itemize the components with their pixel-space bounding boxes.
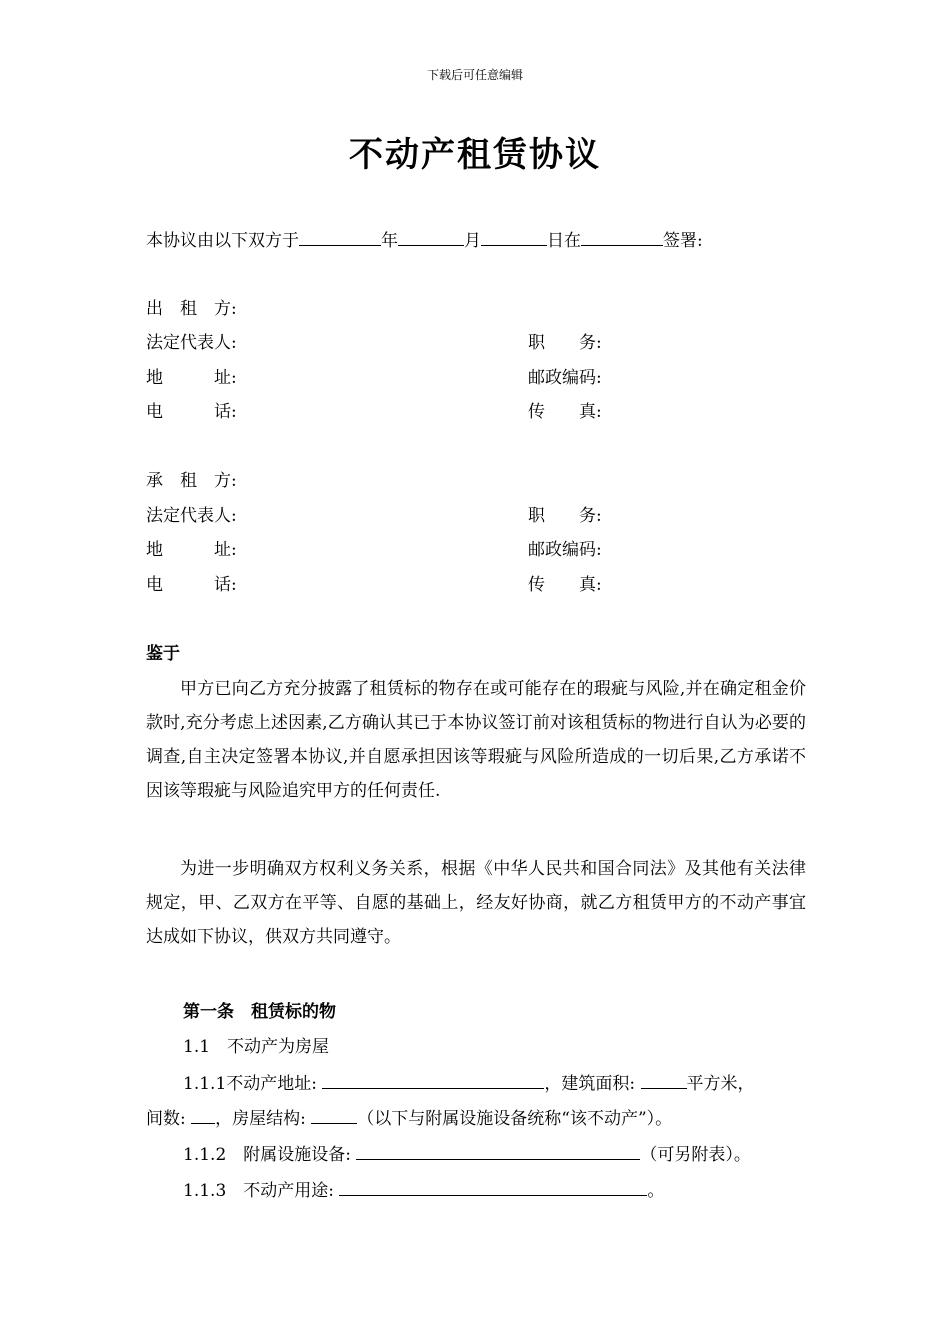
article1-item-1-1-1-line2 <box>146 1106 672 1130</box>
lessee-address-label: 地 址: <box>146 540 237 560</box>
header-note: 下载后可任意编辑 <box>426 68 523 82</box>
lessee-postcode-label: 邮政编码: <box>528 540 602 560</box>
lessee-party-label: 承 租 方: <box>146 471 237 491</box>
facilities-blank[interactable] <box>356 1142 640 1160</box>
lessor-postcode-label: 邮政编码: <box>528 368 602 388</box>
signing-year-blank[interactable] <box>299 228 381 246</box>
room-count-blank[interactable] <box>191 1106 215 1124</box>
room-count-label: 间数: <box>146 1109 186 1129</box>
usage-end: 。 <box>647 1181 665 1201</box>
signing-place-blank[interactable] <box>581 228 663 246</box>
property-address-blank[interactable] <box>322 1071 544 1089</box>
floor-area-label: ，建筑面积: <box>544 1074 636 1094</box>
facilities-label: 1.1.2 附属设施设备: <box>183 1145 351 1165</box>
property-definition: （以下与附属设施设备统称“该不动产”）。 <box>357 1109 673 1129</box>
structure-label: ，房屋结构: <box>215 1109 306 1129</box>
lessor-party-label: 出 租 方: <box>146 299 237 319</box>
signing-month-blank[interactable] <box>398 228 464 246</box>
facilities-note: （可另附表）。 <box>640 1145 751 1165</box>
whereas-paragraph: 甲方已向乙方充分披露了租赁标的物存在或可能存在的瑕疵与风险,并在确定租金价款时,充分考虑上述因素,乙方确认其已于本协议签订前对该租赁标的物进行自认为必要的调查,自主决定签署本协议,并自愿承担因该等瑕疵与风险所造成的一切后果,乙方承诺不因该等瑕疵与风险追究甲方的任何责任. <box>146 679 806 801</box>
article1-item-1-1-2 <box>183 1142 751 1166</box>
signing-line <box>146 228 703 252</box>
whereas-heading: 鉴于 <box>146 644 180 664</box>
lessor-address-label: 地 址: <box>146 368 237 388</box>
signing-day-label: 日在 <box>547 231 581 251</box>
lessee-phone-label: 电 话: <box>146 575 237 595</box>
lessor-phone-label: 电 话: <box>146 402 237 422</box>
floor-area-unit: 平方米， <box>686 1074 755 1094</box>
lessee-position-label: 职 务: <box>528 506 602 526</box>
structure-blank[interactable] <box>311 1106 357 1124</box>
lessee-rep-label: 法定代表人: <box>146 506 237 526</box>
document-title: 不动产租赁协议 <box>349 135 601 175</box>
signing-suffix: 签署: <box>663 231 703 251</box>
floor-area-blank[interactable] <box>641 1071 687 1089</box>
signing-prefix: 本协议由以下双方于 <box>146 231 299 251</box>
signing-day-blank[interactable] <box>481 228 547 246</box>
lessor-fax-label: 传 真: <box>528 402 602 422</box>
usage-label: 1.1.3 不动产用途: <box>183 1181 334 1201</box>
article1-item-1-1: 1.1 不动产为房屋 <box>183 1037 330 1057</box>
usage-blank[interactable] <box>339 1178 647 1196</box>
intro-paragraph: 为进一步明确双方权利义务关系，根据《中华人民共和国合同法》及其他有关法律规定，甲、乙双方在平等、自愿的基础上，经友好协商，就乙方租赁甲方的不动产事宜达成如下协议，供双方共同遵守。 <box>146 859 806 947</box>
lessor-position-label: 职 务: <box>528 333 602 353</box>
article1-item-1-1-1-line1 <box>183 1071 755 1095</box>
lessee-fax-label: 传 真: <box>528 575 602 595</box>
lessor-rep-label: 法定代表人: <box>146 333 237 353</box>
article1-item-1-1-3 <box>183 1178 664 1202</box>
signing-year-label: 年 <box>381 231 398 251</box>
property-address-label: 1.1.1不动产地址: <box>183 1074 317 1094</box>
article1-heading: 第一条 租赁标的物 <box>183 1002 336 1022</box>
signing-month-label: 月 <box>464 231 481 251</box>
